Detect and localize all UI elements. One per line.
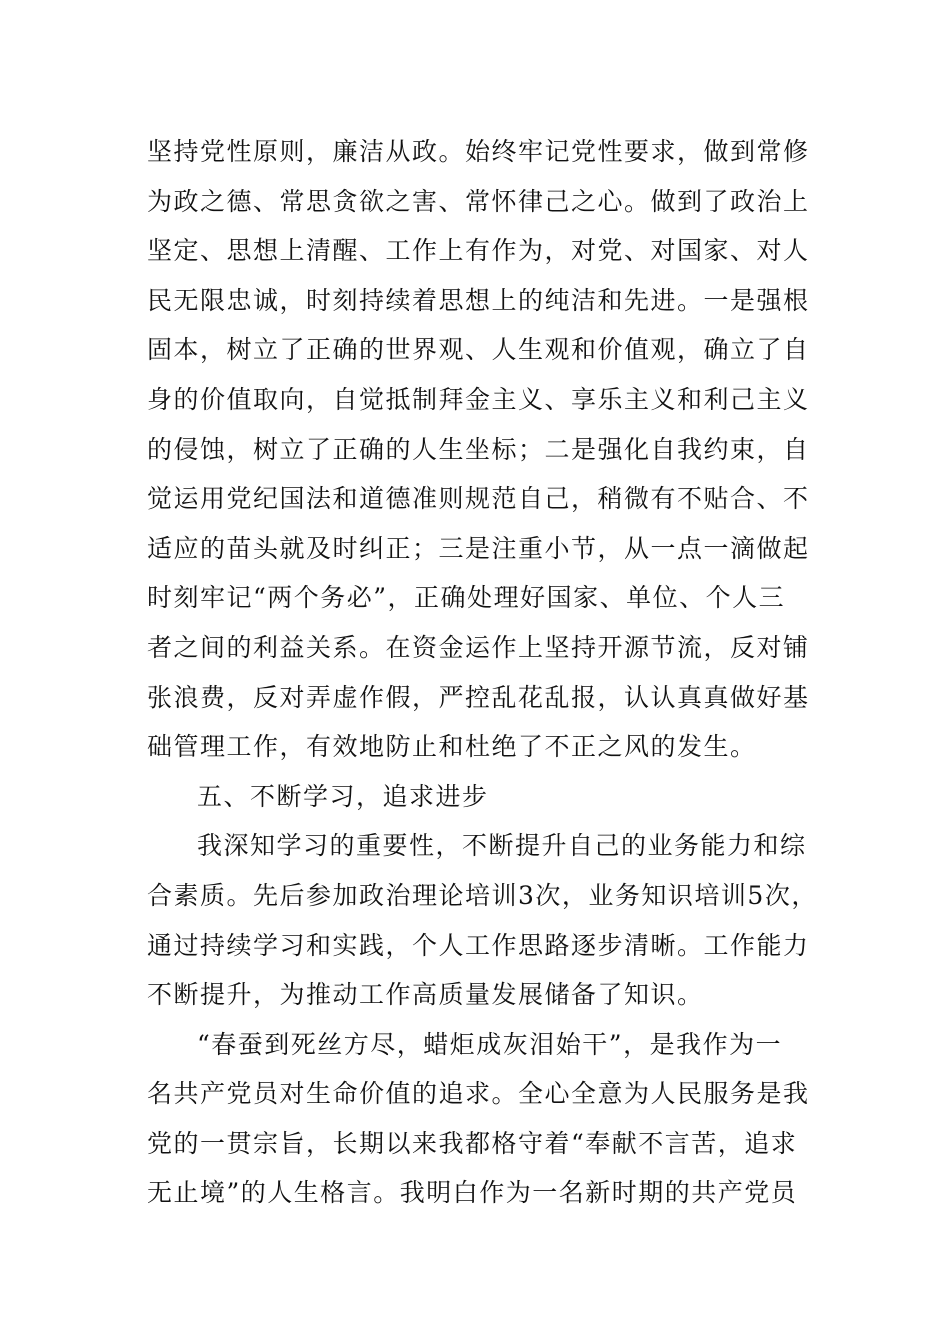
text-line: 坚持党性原则，廉洁从政。始终牢记党性要求，做到常修 [147, 137, 810, 166]
text-line: 不断提升，为推动工作高质量发展储备了知识。 [147, 980, 704, 1010]
text-line: 党的一贯宗旨，长期以来我都格守着“奉献不言苦，追求 [147, 1128, 798, 1158]
text-line: 时刻牢记“两个务必”，正确处理好国家、单位、个人三 [147, 583, 786, 613]
text-line: 者之间的利益关系。在资金运作上坚持开源节流，反对铺 [147, 632, 810, 662]
text-line: 通过持续学习和实践，个人工作思路逐步清晰。工作能力 [147, 930, 810, 960]
text-line: 合素质。先后参加政治理论培训3次，业务知识培训5次， [147, 880, 818, 910]
text-line: 坚定、思想上清醒、工作上有作为，对党、对国家、对人 [147, 236, 810, 266]
body-text [147, 127, 818, 1218]
text-line: 的侵蚀，树立了正确的人生坐标；二是强化自我约束，自 [147, 434, 810, 464]
text-line: 觉运用党纪国法和道德准则规范自己，稍微有不贴合、不 [147, 484, 810, 514]
text-line: “春蚕到死丝方尽，蜡炬成灰泪始干”，是我作为一 [197, 1029, 783, 1059]
text-line: 为政之德、常思贪欲之害、常怀律己之心。做到了政治上 [147, 186, 810, 216]
text-line: 名共产党员对生命价值的追求。全心全意为人民服务是我 [147, 1079, 810, 1109]
text-line: 我深知学习的重要性，不断提升自己的业务能力和综 [197, 831, 807, 861]
text-line: 适应的苗头就及时纠正；三是注重小节，从一点一滴做起 [147, 533, 810, 563]
text-line: 张浪费，反对弄虚作假，严控乱花乱报，认认真真做好基 [147, 682, 810, 712]
text-line: 础管理工作，有效地防止和杜绝了不正之风的发生。 [147, 732, 757, 762]
section-heading: 五、不断学习，追求进步 [197, 781, 489, 811]
text-line: 民无限忠诚，时刻持续着思想上的纯洁和先进。一是强根 [147, 285, 810, 315]
text-line: 身的价值取向，自觉抵制拜金主义、享乐主义和利己主义 [147, 384, 810, 414]
text-line: 无止境”的人生格言。我明白作为一名新时期的共产党员 [147, 1178, 798, 1208]
text-line: 固本，树立了正确的世界观、人生观和价值观，确立了自 [147, 335, 810, 365]
